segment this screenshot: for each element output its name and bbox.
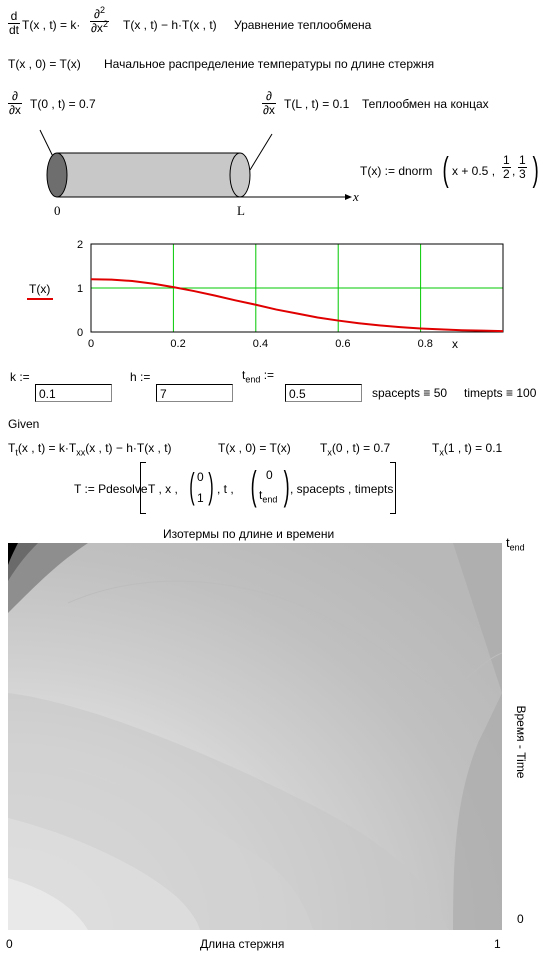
x-tick-label: 0.4	[252, 338, 269, 350]
given-keyword: Given	[8, 417, 40, 431]
tend-label: $t_{end}$ :=	[242, 368, 275, 385]
rod-label-0: 0	[54, 203, 61, 218]
rod-axis-arrow	[345, 194, 352, 200]
bc-label: Теплообмен на концах	[362, 97, 489, 111]
y-tick-label: 1	[77, 283, 84, 295]
rod-diagram	[0, 120, 370, 215]
spacepts-definition: spacepts ≡ 50	[372, 386, 448, 400]
x-tick-label: 0	[88, 338, 95, 350]
outer-bracket-left	[140, 462, 146, 514]
right-pointer-line	[250, 134, 272, 170]
contour-y-axis-label: Время - Time	[514, 705, 528, 779]
temperature-profile-chart	[70, 238, 510, 353]
h-label: h :=	[130, 370, 151, 384]
contour-x-one-label: 1	[494, 937, 501, 951]
plot1-x-axis-label: x	[452, 337, 458, 351]
solve-eq1: $T_t(x$ , $t) = k\cdot T_{xx}(x$ , t) − h·T(x , t)	[8, 441, 172, 458]
initial-condition-label: Начальное распределение температуры по длине стержня	[104, 57, 435, 71]
rod-axis-x-label: x	[353, 189, 359, 204]
heat-eq-lhs: T(x , t) = k·	[22, 18, 81, 32]
solve-eq2: T(x , 0) = T(x)	[218, 441, 291, 455]
y-tick-label: 2	[77, 239, 84, 251]
k-label: k :=	[10, 370, 30, 384]
solve-eq3: $T_x(0$ , t) = 0.7	[320, 441, 391, 458]
heat-eq-rhs: T(x , t) − h·T(x , t)	[123, 18, 217, 32]
contour-y-top-label: $t_{end}$	[506, 535, 525, 553]
rod-right-end	[230, 153, 250, 197]
x-tick-label: 0.6	[335, 338, 351, 350]
solve-eq4: $T_x(1$ , t) = 0.1	[432, 441, 503, 458]
contour-y-zero-label: 0	[517, 912, 524, 926]
contour-title: Изотермы по длине и времени	[163, 527, 335, 541]
timepts-definition: timepts ≡ 100	[464, 386, 537, 400]
contour-plot	[8, 543, 502, 930]
plot1-legend-line	[27, 298, 53, 300]
bc-left-operator: ∂ ∂x	[9, 89, 21, 117]
tend-input[interactable]: 0.5	[285, 384, 362, 402]
bc-right-operator: ∂ ∂x	[263, 89, 275, 117]
rod-label-L: L	[237, 203, 245, 218]
rod-body	[57, 153, 240, 197]
series-line-T(x)	[91, 279, 503, 331]
contour-x-axis-label: Длина стержня	[200, 937, 285, 951]
k-input[interactable]: 0.1	[35, 384, 112, 402]
plot1-legend-label: T(x)	[29, 282, 51, 296]
h-input[interactable]: 7	[156, 384, 233, 402]
x-tick-label: 0.8	[417, 338, 433, 350]
bc-left: T(0 , t) = 0.7	[30, 97, 96, 111]
d-dt-operator: $\frac{d}{dt}$	[9, 9, 20, 37]
initial-condition: T(x , 0) = T(x)	[8, 57, 81, 71]
outer-bracket-right	[390, 462, 396, 514]
x-tick-label: 0.2	[170, 338, 186, 350]
contour-x-zero-label: 0	[6, 937, 13, 951]
bc-right: T(L , t) = 0.1	[284, 97, 350, 111]
heat-eq-label: Уравнение теплообмена	[234, 18, 372, 32]
y-tick-label: 0	[77, 327, 84, 339]
tx-definition: T(x) := dnorm ( x + 0.5 , $\frac{1}{2}$ , $\frac{1}{3}$ )	[360, 151, 539, 189]
d2-dx2-operator: $\frac{\partial^2}{\partial x^2}$	[91, 5, 108, 35]
rod-left-end	[47, 153, 67, 197]
pdesolve-expression: T := Pdesolve T , x , ( 0 1 ) , t , ( 0 $t_{end}$ ) , spacepts , timepts	[74, 462, 404, 518]
